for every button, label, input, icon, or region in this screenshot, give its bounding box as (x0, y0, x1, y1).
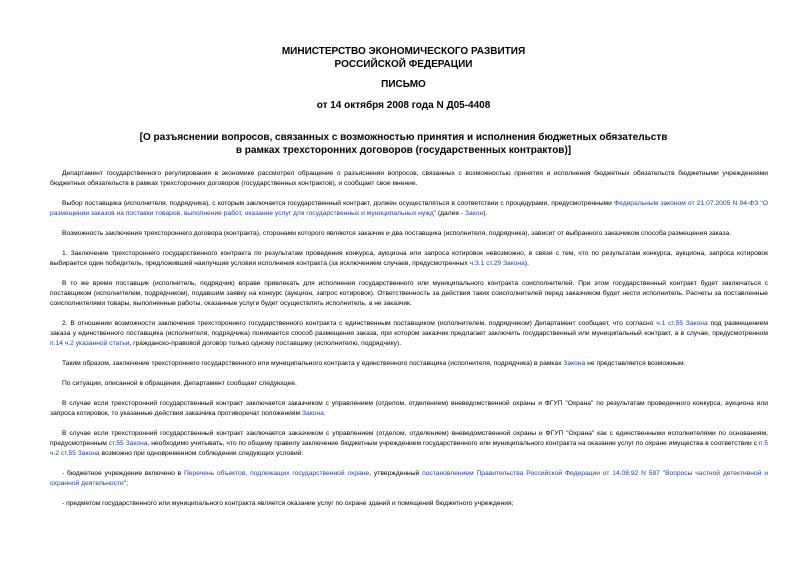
link-item5-part2-art55[interactable]: п.5 ч.2 ст.55 Закона (50, 440, 769, 458)
link-federal-law-94fz[interactable]: Федеральным законом от 21.07.2005 N 94-ФЗ "О размещении заказов на поставки товаров, выполнение работ, оказание услуг для государственных и муниципальных нужд" (50, 200, 768, 218)
paragraph-item-2 (50, 319, 768, 350)
text-span: под размещением заказа у единственного поставщика (исполнителя, подрядчика) понимается способ размещения заказа, при котором заказчик предлагает заключить государственный или муниципальный контракт, а в случае, предусмотренном (50, 320, 768, 338)
text-span: ). (483, 210, 488, 218)
text-span: 2. В отношении возможности заключения трехстороннего государственного контракта с единственным поставщиком (исполнителем, подрядчиком) Департамент сообщает, что согласно (62, 320, 657, 327)
text-span: 1. Заключение трехстороннего государственного контракта по результатам проведения конкурса, аукциона или запроса котировок невозможно, в связи с тем, что по результатам конкурса, аукциона, запроса котировок выбирается один победитель, предложивший наилучшие условия исполнения контракта (за исключением случаев, предусмотренных (50, 249, 768, 267)
issuing-authority (0, 46, 807, 71)
authority-line-1: МИНИСТЕРСТВО ЭКОНОМИЧЕСКОГО РАЗВИТИЯ (281, 46, 526, 57)
text-span: возможно при одновременном соблюдении следующих условий: (99, 450, 304, 458)
paragraph-subcontractors: В то же время поставщик (исполнитель, подрядчик) вправе привлекать для исполнения государственного или муниципального контракта соисполнителей. При этом государственный контракт будет заключаться с поставщиком (исполнителем, подрядчиком), подавшим заявку на конкурс (аукцион, запрос котировок). Ответственность за действия таких соисполнителей перед заказчиком будет нести исполнитель. Расчеты за поставленные соисполнителями товары, выполненные работы, оказанные услуги будет осуществлять исполнитель, а не заказчик. (50, 279, 768, 308)
text-span: ). (524, 260, 529, 267)
text-span: В случае если трехсторонний государственный контракт заключается заказчиком с управлением (отделом, отделением) вневедомственной охраны и ФГУП "Охрана" как с единственными исполнителями по основаниям, предусмотренным (50, 429, 768, 447)
subject-line-2: в рамках трехсторонних договоров (государственных контрактов)] (235, 144, 572, 156)
paragraph-possibility: Возможность заключения трехстороннего договора (контракта), сторонами которого являются заказчик и два поставщика (исполнителя, подрядчика), зависит от выбранного заказчиком способа размещения заказа. (62, 230, 732, 237)
link-protected-objects-list[interactable]: Перечень объектов, подлежащих государственной охране (184, 470, 370, 477)
paragraph-item-1 (50, 249, 768, 269)
paragraph-condition-1 (50, 469, 768, 489)
text-span: (далее - (436, 210, 466, 218)
document-type: ПИСЬМО (381, 79, 426, 90)
text-span: ; (126, 480, 129, 488)
link-item14-part2[interactable]: п.14 ч.2 указанной статьи (50, 340, 130, 348)
link-art55-part1[interactable]: ч.1 ст.55 Закона (656, 320, 708, 327)
link-art55[interactable]: ст.55 Закона (108, 440, 148, 447)
paragraph-condition-2: - предметом государственного или муниципального контракта является оказание услуг по охране зданий и помещений бюджетного учреждения; (62, 500, 514, 507)
link-resolution-587[interactable]: постановлением Правительства Российской Федерации от 14.08.92 N 587 "Вопросы частной детективной и охранной деятельности" (50, 470, 769, 488)
paragraph-case-single-supplier (50, 429, 768, 460)
text-span: Таким образом, заключение трехстороннего государственного или муниципального контракта у единственного поставщика (исполнителя, подрядчика) в рамках (62, 360, 564, 368)
authority-line-2: РОССИЙСКОЙ ФЕДЕРАЦИИ (334, 58, 473, 70)
paragraph-conclusion (50, 359, 768, 369)
subject-line-1: [О разъяснении вопросов, связанных с возможностью принятия и исполнения бюджетных обязательств (139, 132, 668, 143)
text-span: , утвержденный (369, 470, 423, 477)
link-law[interactable]: Закона (301, 410, 324, 417)
text-span: . (323, 410, 326, 417)
document-body (50, 169, 768, 519)
text-span: , гражданско-правовой договор только одному поставщику (исполнителю, подрядчику). (129, 340, 402, 348)
text-span: не представляется возможным. (585, 360, 686, 368)
link-law[interactable]: Закона (563, 360, 586, 368)
document-date-number: от 14 октября 2008 года N Д05-4408 (316, 100, 491, 111)
text-span: Выбор поставщика (исполнителя, подрядчика), с которым заключается государственный контракт, должен осуществляться в соответствии с процедурами, предусмотренными (62, 200, 615, 207)
paragraph-intro: Департамент государственного регулирования в экономике рассмотрел обращение о разъяснении вопросов, связанных с возможностью принятия и исполнения бюджетных обязательств бюджетными учреждениями бюджетных обязательств в рамках трехсторонних договоров (государственных контрактов), и сообщает свое мнение. (50, 170, 768, 188)
paragraph-case-tender (50, 399, 768, 419)
paragraph-supplier-choice (50, 199, 768, 219)
text-span: В случае если трехсторонний государственный контракт заключается заказчиком с управлением (отделом, отделением) вневедомственной охраны и ФГУП "Охрана" по результатам проведенного конкурса, аукциона или запроса котировок, то указанные действия заказчика противоречат положениям (50, 399, 768, 417)
link-art29-part3-1[interactable]: ч.3.1 ст.29 Закона (469, 260, 525, 267)
paragraph-situation: По ситуации, описанной в обращении, Департамент сообщает следующее. (62, 380, 297, 387)
document-subject (0, 132, 807, 157)
text-span: - бюджетное учреждение включено в (62, 470, 184, 477)
text-span: , необходимо учитывать, что по общему правилу заключение бюджетным учреждением государственного или муниципального контракта на оказание услуг по охране имущества в соответствии с (147, 440, 759, 447)
link-law[interactable]: Закон (465, 210, 484, 218)
